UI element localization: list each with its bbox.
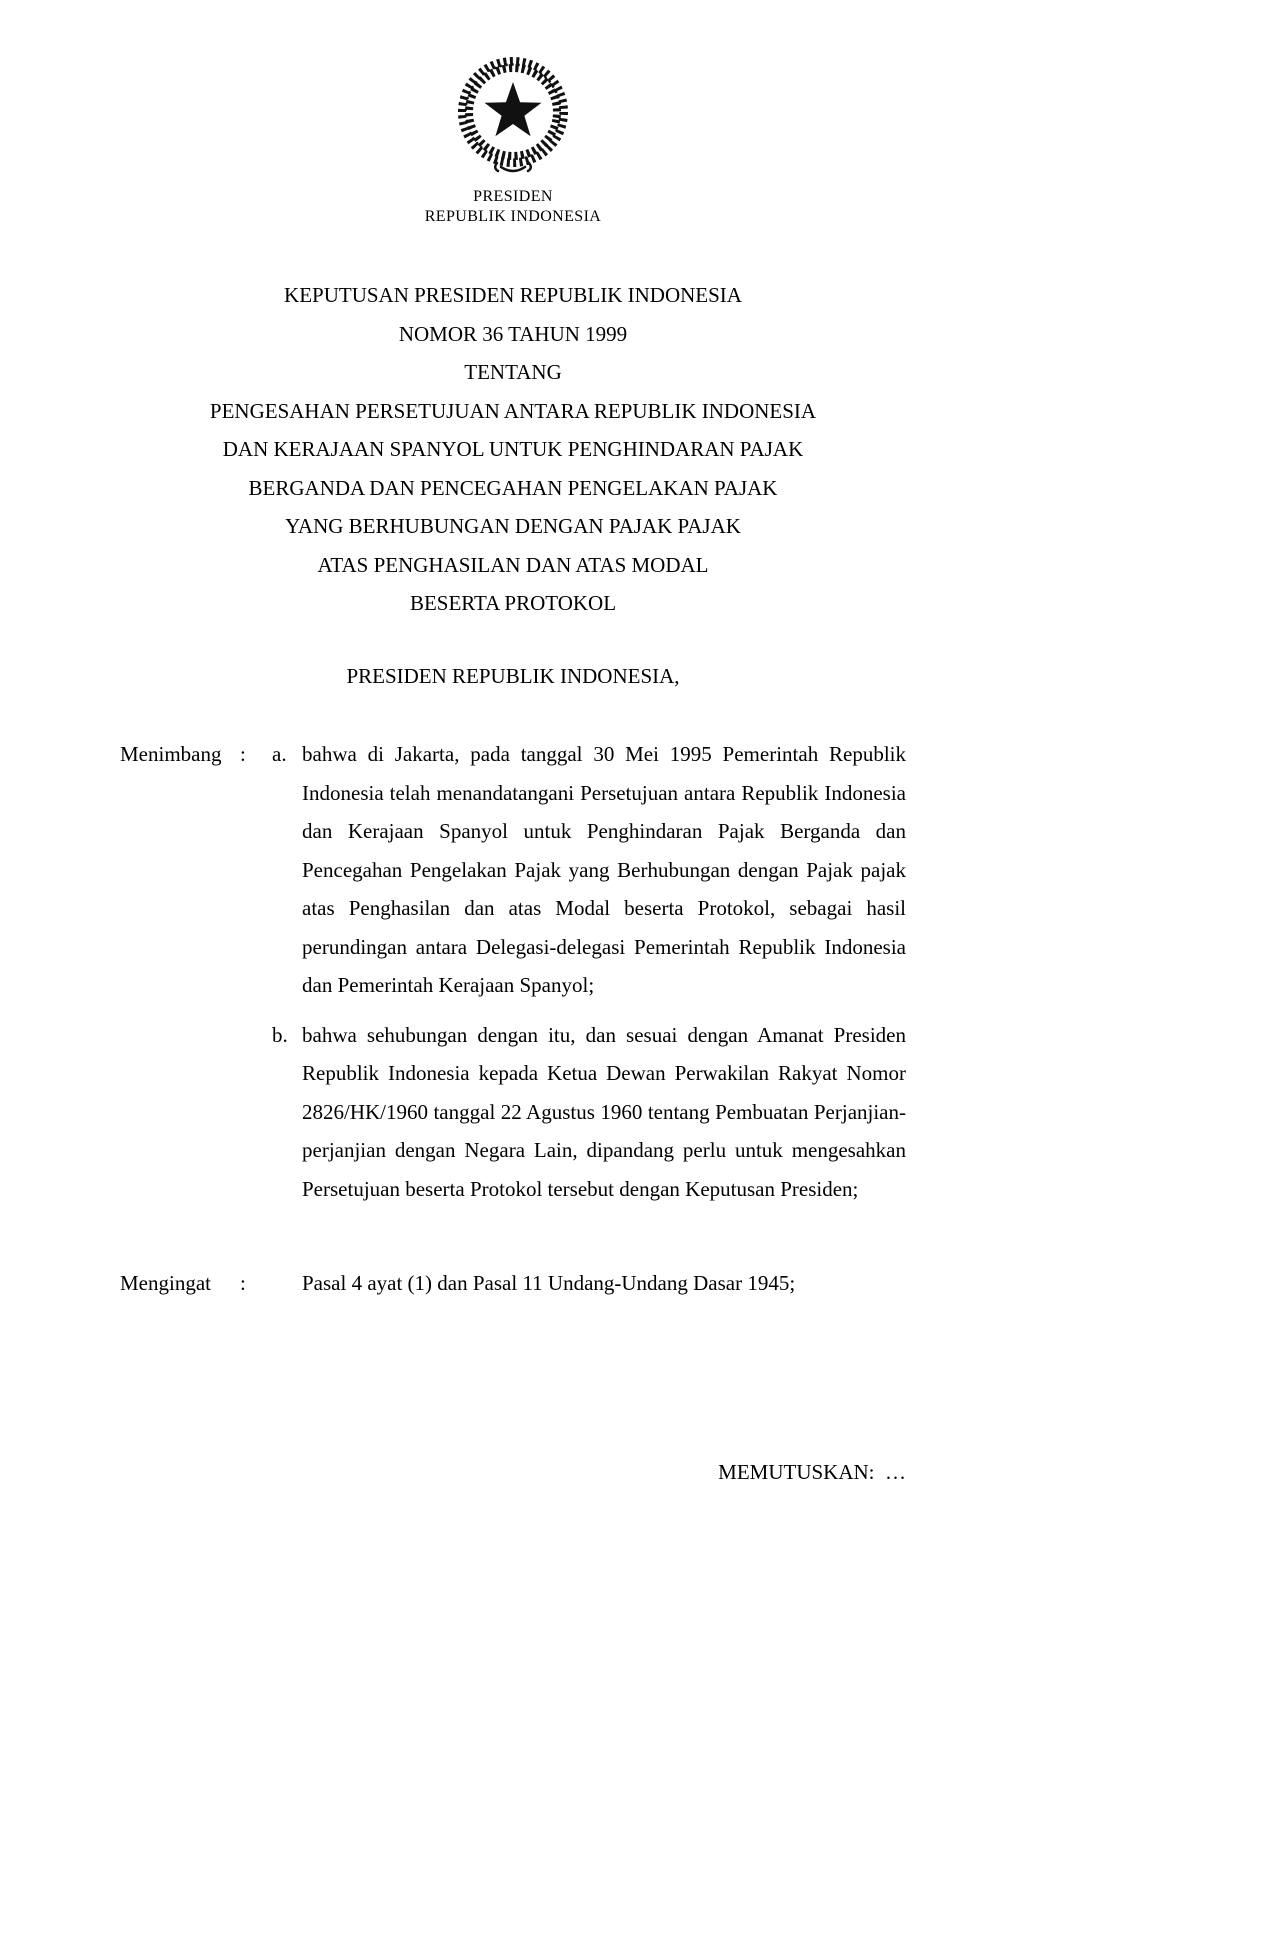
mengingat-item xyxy=(272,1264,906,1303)
menimbang-colon: : xyxy=(240,742,246,766)
item-marker: a. xyxy=(272,742,287,766)
menimbang-items xyxy=(272,735,906,1208)
title-line: PENGESAHAN PERSETUJUAN ANTARA REPUBLIK INDONESIA xyxy=(209,398,817,423)
item-text: bahwa sehubungan dengan itu, dan sesuai dengan Amanat Presiden Republik Indonesia kepada Ketua Dewan Perwakilan Rakyat Nomor 2826/HK/1960 tanggal 22 Agustus 1960 tentang Pembuatan Perjanjian-perjanjian dengan Negara Lain, dipandang perlu untuk mengesahkan Persetujuan beserta Protokol tersebut dengan Keputusan Presiden; xyxy=(302,1022,906,1201)
mengingat-label: Mengingat xyxy=(120,1271,211,1295)
item-marker xyxy=(272,1264,302,1303)
item-marker: b. xyxy=(272,1022,288,1047)
title-line: YANG BERHUBUNGAN DENGAN PAJAK PAJAK xyxy=(285,514,741,538)
menimbang-item-b xyxy=(272,1016,906,1209)
letterhead-caption xyxy=(120,187,906,227)
menimbang-row xyxy=(120,735,906,1208)
title-line: BESERTA PROTOKOL xyxy=(409,591,617,615)
menimbang-label: Menimbang xyxy=(120,742,222,766)
title-line: ATAS PENGHASILAN DAN ATAS MODAL xyxy=(317,552,709,577)
menimbang-section xyxy=(120,735,906,1208)
title-line: DAN KERAJAAN SPANYOL UNTUK PENGHINDARAN PAJAK xyxy=(222,437,804,461)
mengingat-section xyxy=(120,1264,906,1303)
memutuskan-line: MEMUTUSKAN: … xyxy=(718,1459,906,1484)
mengingat-items xyxy=(272,1264,906,1303)
letterhead xyxy=(120,0,906,227)
mengingat-text: Pasal 4 ayat (1) dan Pasal 11 Undang-Undang Dasar 1945; xyxy=(302,1271,796,1295)
item-text: bahwa di Jakarta, pada tanggal 30 Mei 1995 Pemerintah Republik Indonesia telah menandatangani Persetujuan antara Republik Indonesia dan Kerajaan Spanyol untuk Penghindaran Pajak Berganda dan Pencegahan Pengelakan Pajak yang Berhubungan dengan Pajak pajak atas Penghasilan dan atas Modal beserta Protokol, sebagai hasil perundingan antara Delegasi-delegasi Pemerintah Republik Indonesia dan Pemerintah Kerajaan Spanyol; xyxy=(302,742,906,997)
menimbang-item-a xyxy=(272,735,906,1005)
title-line: KEPUTUSAN PRESIDEN REPUBLIK INDONESIA xyxy=(284,283,742,307)
mengingat-row xyxy=(120,1264,906,1303)
title-block xyxy=(120,276,906,623)
document-content xyxy=(120,0,906,1491)
title-line: NOMOR 36 TAHUN 1999 xyxy=(398,321,628,346)
title-line: BERGANDA DAN PENCEGAHAN PENGELAKAN PAJAK xyxy=(248,475,778,500)
title-line: TENTANG xyxy=(464,360,562,384)
salutation: PRESIDEN REPUBLIK INDONESIA, xyxy=(346,663,680,688)
presidential-seal-icon xyxy=(448,50,578,176)
letterhead-line-republik-indonesia: REPUBLIK INDONESIA xyxy=(424,208,602,225)
letterhead-line-presiden: PRESIDEN xyxy=(473,188,553,205)
mengingat-colon: : xyxy=(240,1271,246,1295)
